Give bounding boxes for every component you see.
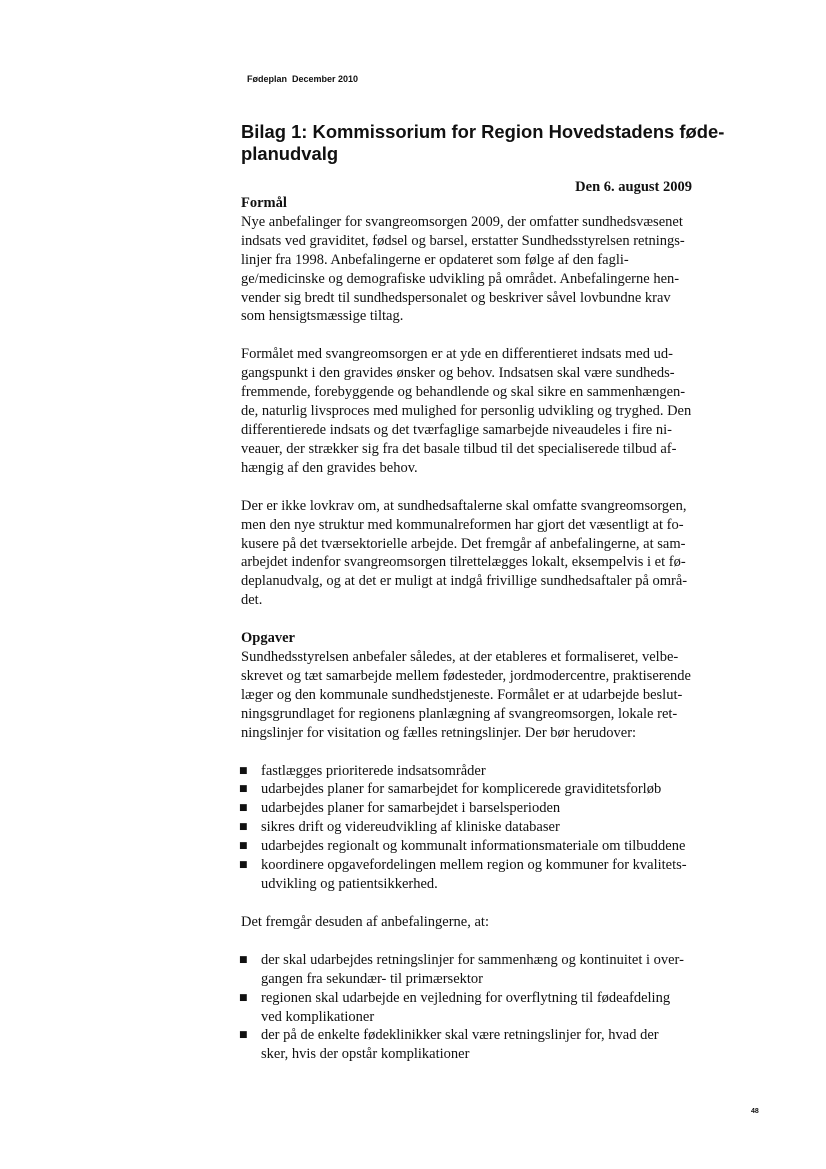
text-line: der på de enkelte fødeklinikker skal være retningslinjer for, hvad der bbox=[261, 1027, 659, 1044]
bullet-list bbox=[241, 762, 701, 894]
text-line: udvikling og patientsikkerhed. bbox=[261, 876, 438, 892]
square-bullet-icon: ■ bbox=[239, 822, 248, 833]
list-item bbox=[241, 856, 701, 894]
square-bullet-icon: ■ bbox=[239, 954, 248, 965]
text-line: Sundhedsstyrelsen anbefaler således, at der etableres et formaliseret, velbe- bbox=[241, 649, 679, 666]
text-line: ningslinjer for visitation og fælles retningslinjer. Der bør herudover: bbox=[241, 724, 637, 741]
square-bullet-icon: ■ bbox=[239, 1030, 248, 1041]
title-line: Bilag 1: Kommissorium for Region Hovedstadens føde- bbox=[241, 121, 725, 142]
text-line: differentierede indsats og det tværfaglige samarbejde niveaudeles i fire ni- bbox=[241, 421, 672, 438]
text-line: koordinere opgavefordelingen mellem region og kommuner for kvalitets- bbox=[261, 857, 687, 874]
text-line: linjer fra 1998. Anbefalingerne er opdateret som følge af den fagli- bbox=[241, 251, 629, 268]
text-line: veauer, der strækker sig fra det basale tilbud til det specialiserede tilbud af- bbox=[241, 440, 677, 457]
bullet-list bbox=[241, 951, 701, 1064]
paragraph bbox=[241, 913, 701, 932]
paragraph bbox=[241, 497, 701, 610]
text-line: kusere på det tværsektorielle arbejde. Det fremgår af anbefalingerne, at sam- bbox=[241, 535, 686, 552]
text-line: de, naturlig livsproces med mulighed for personlig udvikling og tryghed. Den bbox=[241, 403, 692, 420]
text-line: fastlægges prioriterede indsatsområder bbox=[261, 762, 486, 779]
list-item bbox=[241, 951, 701, 989]
text-line: gangen fra sekundær- til primærsektor bbox=[261, 970, 483, 987]
list-item bbox=[241, 1026, 701, 1064]
text-line: læger og den kommunale sundhedstjeneste. Formålet er at udarbejde beslut- bbox=[241, 686, 683, 703]
text-line: Det fremgår desuden af anbefalingerne, at: bbox=[241, 913, 489, 930]
text-line: fremmende, forebyggende og behandlende og skal sikre en sammenhængen- bbox=[241, 384, 686, 401]
text-line: der skal udarbejdes retningslinjer for sammenhæng og kontinuitet i over- bbox=[261, 951, 684, 968]
text-line: arbejdet indenfor svangreomsorgen tilrettelægges lokalt, eksempelvis i et fø- bbox=[241, 554, 686, 571]
paragraph bbox=[241, 648, 701, 743]
square-bullet-icon: ■ bbox=[239, 860, 248, 871]
page-title bbox=[241, 121, 725, 165]
paragraph bbox=[241, 345, 701, 477]
text-line: sker, hvis der opstår komplikationer bbox=[261, 1046, 470, 1063]
document-date: Den 6. august 2009 bbox=[575, 179, 692, 195]
list-item bbox=[241, 799, 701, 818]
square-bullet-icon: ■ bbox=[239, 841, 248, 852]
text-line: Formålet med svangreomsorgen er at yde en differentieret indsats med ud- bbox=[241, 346, 673, 363]
list-item bbox=[241, 837, 701, 856]
title-line: planudvalg bbox=[241, 143, 339, 164]
text-line: som hensigtsmæssige tiltag. bbox=[241, 308, 404, 325]
square-bullet-icon: ■ bbox=[239, 992, 248, 1003]
page-number: 48 bbox=[751, 1108, 759, 1115]
text-line: sikres drift og videreudvikling af kliniske databaser bbox=[261, 819, 560, 836]
text-line: deplanudvalg, og at det er muligt at indgå frivillige sundhedsaftaler på områ- bbox=[241, 573, 688, 590]
text-line: regionen skal udarbejde en vejledning for overflytning til fødeafdeling bbox=[261, 989, 671, 1006]
text-line: ved komplikationer bbox=[261, 1008, 375, 1025]
text-line: skrevet og tæt samarbejde mellem fødesteder, jordmodercentre, praktiserende bbox=[241, 667, 691, 684]
text-line: indsats ved graviditet, fødsel og barsel, erstatter Sundhedsstyrelsen retnings- bbox=[241, 232, 685, 249]
list-item bbox=[241, 989, 701, 1027]
text-line: ningsgrundlaget for regionens planlægning af svangreomsorgen, lokale ret- bbox=[241, 705, 678, 722]
section-heading-formaal: Formål bbox=[241, 195, 287, 211]
square-bullet-icon: ■ bbox=[239, 784, 248, 795]
text-line: gangspunkt i den gravides ønsker og behov. Indsatsen skal være sundheds- bbox=[241, 365, 675, 382]
text-line: men den nye struktur med kommunalreformen har gjort det væsentligt at fo- bbox=[241, 516, 684, 533]
text-line: udarbejdes regionalt og kommunalt informationsmateriale om tilbuddene bbox=[261, 838, 686, 855]
text-line: ge/medicinske og demografiske udvikling på området. Anbefalingerne hen- bbox=[241, 270, 680, 287]
square-bullet-icon: ■ bbox=[239, 765, 248, 776]
running-header: Fødeplan December 2010 bbox=[247, 74, 359, 84]
list-item bbox=[241, 780, 701, 799]
text-line: det. bbox=[241, 592, 263, 609]
paragraph bbox=[241, 213, 701, 326]
text-line: udarbejdes planer for samarbejdet i barselsperioden bbox=[261, 800, 561, 817]
text-line: hængig af den gravides behov. bbox=[241, 459, 418, 476]
list-item bbox=[241, 762, 701, 781]
text-line: Der er ikke lovkrav om, at sundhedsaftalerne skal omfatte svangreomsorgen, bbox=[241, 497, 687, 514]
square-bullet-icon: ■ bbox=[239, 803, 248, 814]
text-line: vender sig bredt til sundhedspersonalet og beskriver såvel lovbundne krav bbox=[241, 289, 671, 306]
section-heading-opgaver: Opgaver bbox=[241, 630, 295, 647]
document-body bbox=[241, 194, 701, 1083]
text-line: Nye anbefalinger for svangreomsorgen 2009, der omfatter sundhedsvæsenet bbox=[241, 213, 683, 230]
list-item bbox=[241, 818, 701, 837]
text-line: udarbejdes planer for samarbejdet for komplicerede graviditetsforløb bbox=[261, 781, 662, 798]
